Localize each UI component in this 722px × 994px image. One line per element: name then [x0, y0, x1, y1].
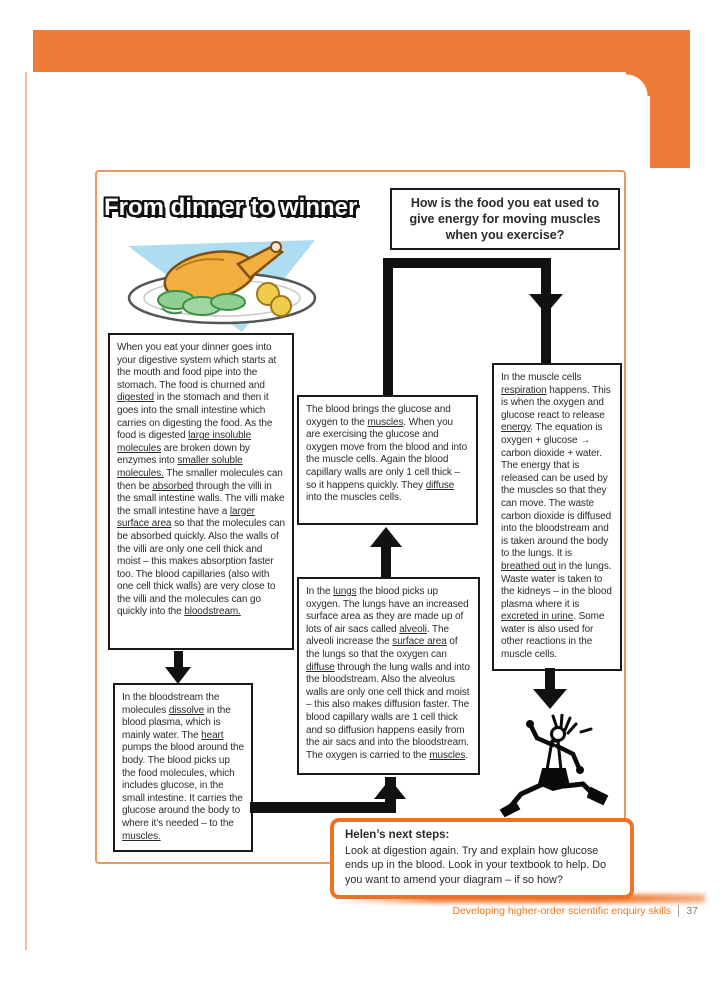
connector-top-horizontal [383, 258, 551, 268]
footer-series-title: Developing higher-order scientific enquiry skills [452, 905, 672, 917]
arrow-shaft [381, 546, 391, 577]
lungs-box: In the lungs the blood picks up oxygen. The lungs have an increased surface area as they are made up of lots of air sacs called alveoli. The alveoli increase the surface area of the lungs so that the oxygen can diffuse through the lung walls and into the bloodstream. Also the alveolus walls are only one cell thick and moist – this also makes diffusion faster. The blood capillary walls are 1 cell thick and so diffusion happens easily from the air sacs and into the bloodstream. The oxygen is carried to the muscles. [297, 577, 480, 775]
question-box [390, 188, 620, 250]
top-orange-bar [33, 30, 690, 72]
left-edge-rule [25, 72, 27, 950]
connector-left-vertical [383, 258, 393, 395]
glucose-oxygen-box: The blood brings the glucose and oxygen to the muscles. When you are exercising the glucose and oxygen move from the blood and into the muscle cells. Again the blood capillary walls are only 1 cell thick – so it happens quickly. They diffuse into the muscles cells. [297, 395, 478, 525]
arrow-up-icon [374, 779, 406, 799]
arrow-down-icon [165, 667, 191, 684]
chicken-dinner-illustration [110, 236, 335, 338]
helen-next-steps-box [330, 818, 634, 899]
top-right-orange-tab [650, 72, 690, 168]
orange-tab-inner-curve [626, 72, 650, 96]
helen-heading: Helen’s next steps: [345, 829, 450, 841]
arrow-down-icon [529, 294, 563, 314]
question-text: How is the food you eat used to give energy for moving muscles when you exercise? [409, 196, 601, 242]
connector-bottom-horizontal [250, 802, 396, 813]
page-title: From dinner to winner [104, 194, 358, 221]
page-footer [452, 905, 698, 917]
digestion-box: When you eat your dinner goes into your digestive system which starts at the mouth and food pipe into the stomach. The food is churned and digested in the stomach and then it goes into the small intestine which carries on digesting the food. As the food is digested large insoluble molecules are broken down by enzymes into smaller soluble molecules. The smaller molecules can then be absorbed through the villi in the small intestine walls. The villi make the small intestine have a larger surface area so that the molecules can be absorbed quickly. Also the walls of the villi are only one cell thick and moist – this makes absorption faster too. The blood capillaries (also with one cell thick walls) are very close to the villi and the molecules can go quickly into the bloodstream. [108, 333, 294, 650]
bloodstream-box: In the bloodstream the molecules dissolve in the blood plasma, which is mainly water. The heart pumps the blood around the body. The blood picks up the food molecules, which includes glucose, in the small intestine. It carries the glucose around the body to where it’s needed – to the muscles. [113, 683, 253, 852]
respiration-box: In the muscle cells respiration happens. This is when the oxygen and glucose react to release energy. The equation is oxygen + glucose → carbon dioxide + water. The energy that is released can be used by the muscles so that they can move. The waste carbon dioxide is diffused into the bloodstream and is taken around the body to the lungs. It is breathed out in the lungs. Waste water is taken to the kidneys – in the blood plasma where it is excreted in urine. Some water is also used for other reactions in the muscle cells. [492, 363, 622, 671]
arrow-up-icon [370, 527, 402, 547]
helen-body: Look at digestion again. Try and explain how glucose ends up in the blood. Look in your textbook to help. Do you want to amend your diagram – if so how? [345, 844, 607, 886]
page-number: 37 [678, 905, 698, 917]
arrow-down-icon [533, 689, 567, 709]
running-figure-illustration [495, 714, 617, 820]
